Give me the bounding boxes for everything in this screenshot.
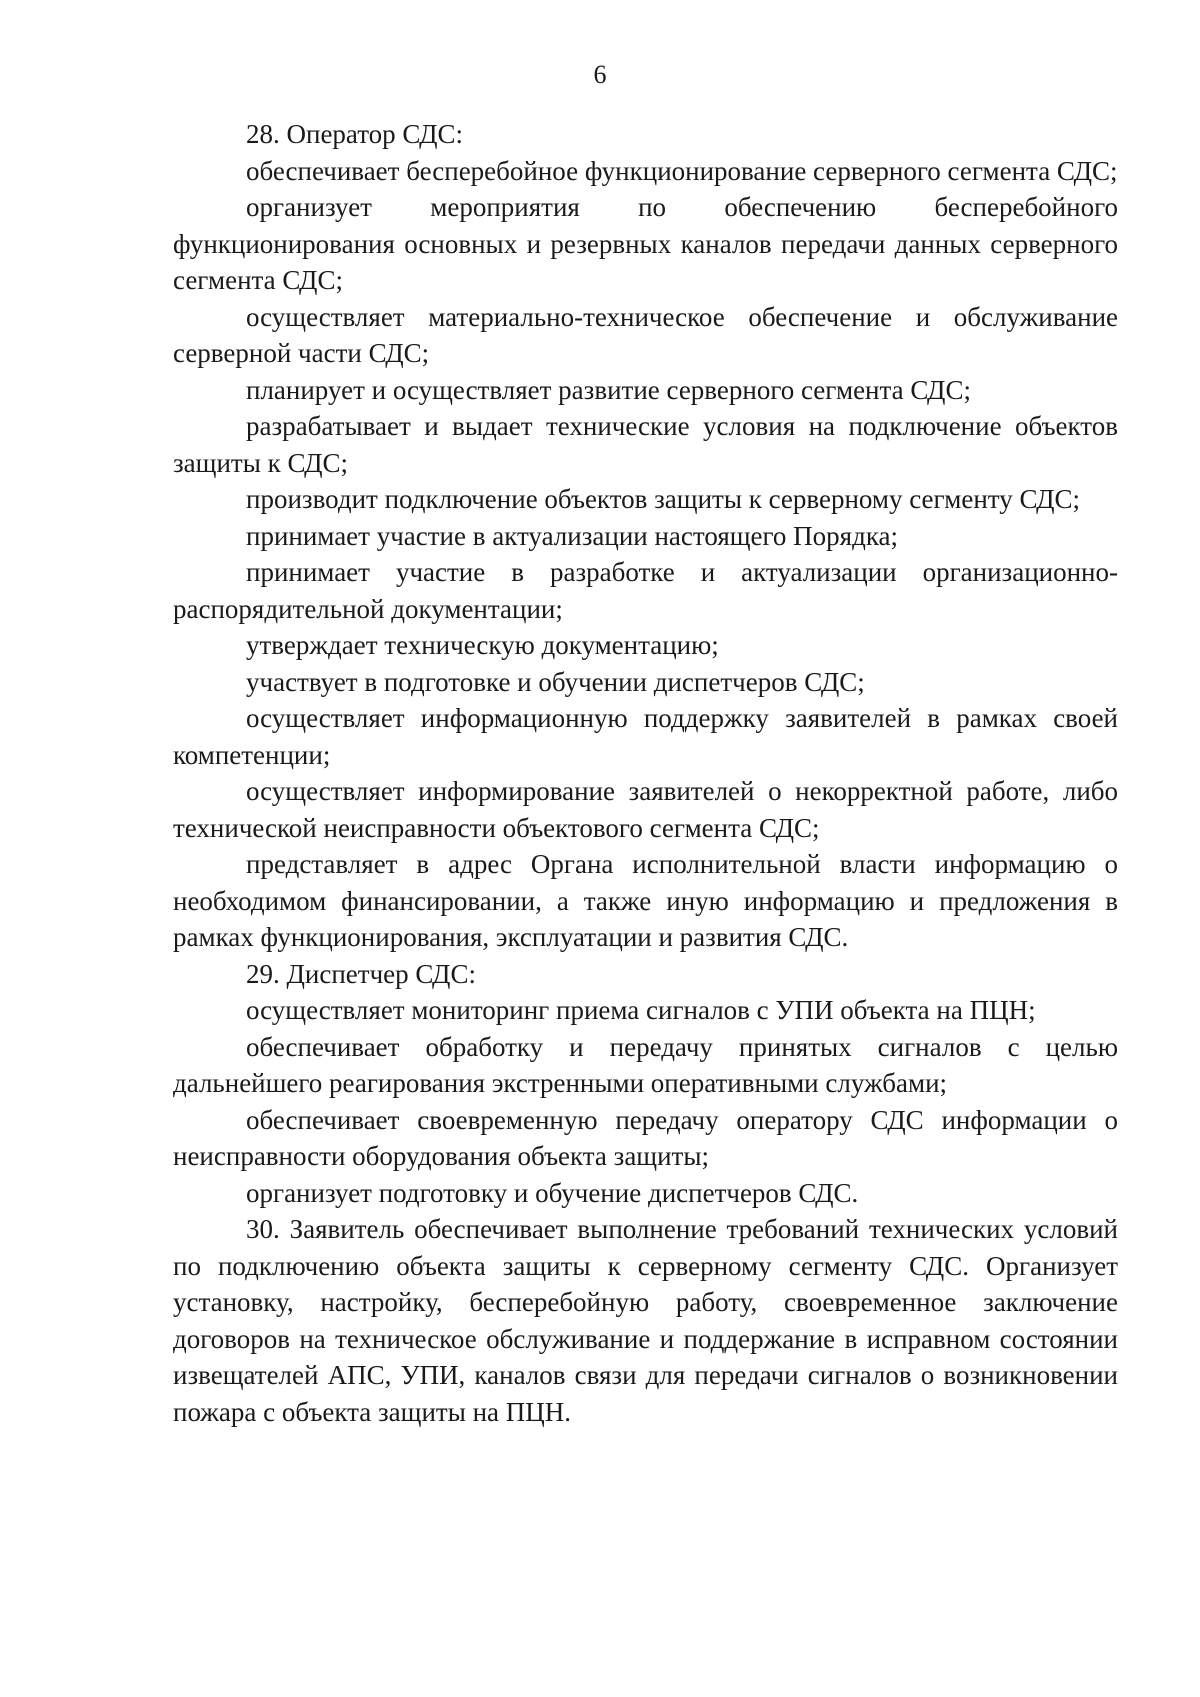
paragraph: обеспечивает своевременную передачу оператору СДС информации о неисправности оборудования объекта защиты; (173, 1104, 1118, 1171)
paragraph: осуществляет мониторинг приема сигналов с УПИ объекта на ПЦН; (246, 995, 1036, 1025)
paragraph: осуществляет информационную поддержку заявителей в рамках своей компетенции; (173, 703, 1118, 770)
paragraph-item-29-heading: 29. Диспетчер СДС: (246, 958, 476, 989)
paragraph: принимает участие в разработке и актуализации организационно-распорядительной документации; (173, 557, 1118, 624)
page-number: 6 (593, 60, 607, 89)
paragraph: утверждает техническую документацию; (246, 630, 719, 660)
paragraph: планирует и осуществляет развитие серверного сегмента СДС; (246, 374, 971, 405)
paragraph: обеспечивает обработку и передачу принятых сигналов с целью дальнейшего реагирования экстренными оперативными службами; (173, 1031, 1118, 1098)
paragraph: производит подключение объектов защиты к серверному сегменту СДС; (246, 484, 1081, 514)
paragraph-item-30: 30. Заявитель обеспечивает выполнение требований технических условий по подключению объекта защиты к серверному сегменту СДС. Организует установку, настройку, бесперебойную работу, своевременное заключение договоров на техническое обслуживание и поддержание в исправном состоянии извещателей АПС, УПИ, каналов связи для передачи сигналов о возникновении пожара с объекта защиты на ПЦН. (173, 1214, 1118, 1427)
paragraph: участвует в подготовке и обучении диспетчеров СДС; (246, 666, 865, 697)
document-body (173, 116, 1118, 1430)
paragraph: организует мероприятия по обеспечению бесперебойного функционирования основных и резервных каналов передачи данных серверного сегмента СДС; (173, 192, 1118, 295)
paragraph: обеспечивает бесперебойное функционирование серверного сегмента СДС; (246, 155, 1118, 186)
paragraph: осуществляет материально-техническое обеспечение и обслуживание серверной части СДС; (173, 301, 1118, 368)
paragraph: представляет в адрес Органа исполнительной власти информацию о необходимом финансировании, а также иную информацию и предложения в рамках функционирования, эксплуатации и развития СДС. (173, 849, 1118, 952)
paragraph: организует подготовку и обучение диспетчеров СДС. (246, 1177, 859, 1208)
paragraph: разрабатывает и выдает технические условия на подключение объектов защиты к СДС; (173, 411, 1118, 478)
paragraph: осуществляет информирование заявителей о некорректной работе, либо технической неисправности объектового сегмента СДС; (173, 776, 1118, 843)
paragraph-item-28-heading: 28. Оператор СДС: (246, 119, 464, 149)
paragraph: принимает участие в актуализации настоящего Порядка; (246, 520, 899, 551)
